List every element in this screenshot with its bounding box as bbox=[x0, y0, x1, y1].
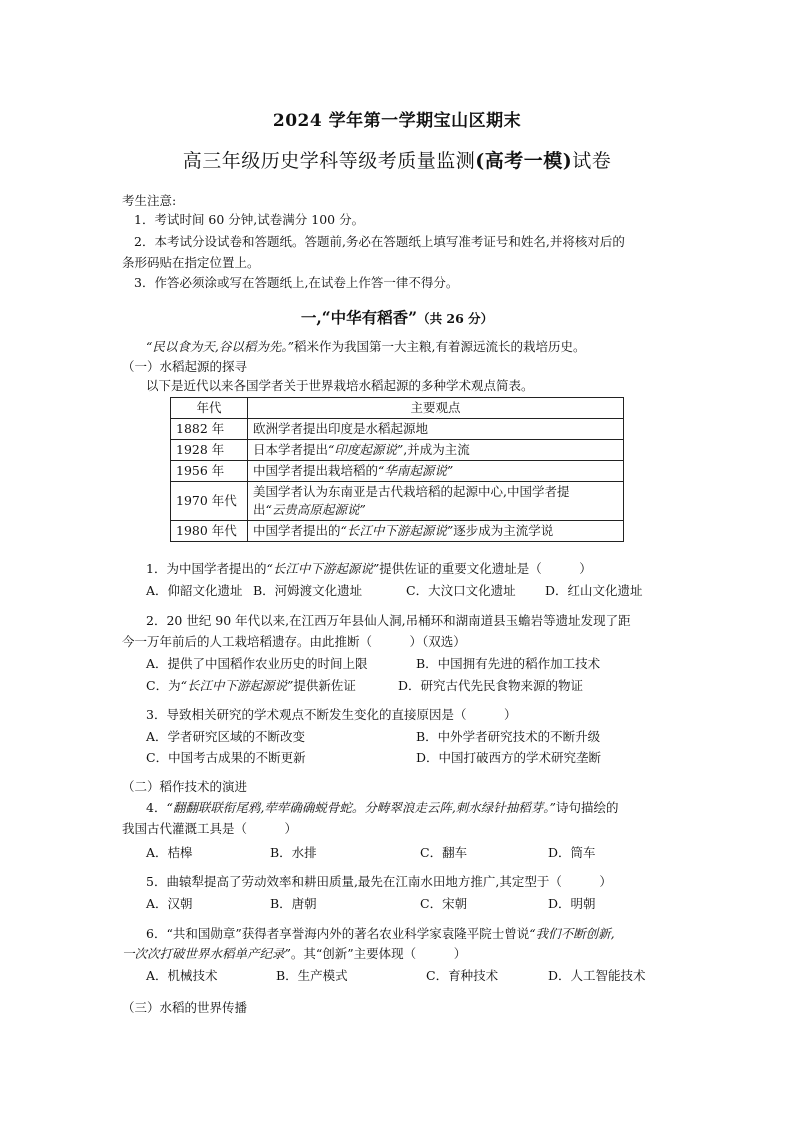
q4-option-d[interactable]: D．筒车 bbox=[548, 845, 596, 860]
viewpoints-table bbox=[170, 397, 624, 542]
q2-option-d[interactable]: D．研究古代先民食物来源的物证 bbox=[398, 678, 584, 693]
question-1-stem bbox=[146, 560, 592, 578]
view-text: 日本学者提出 bbox=[253, 442, 329, 457]
question-3-stem: 3．导致相关研究的学术观点不断发生变化的直接原因是（ ） bbox=[146, 707, 517, 722]
table-cell-era: 1980 年代 bbox=[171, 521, 248, 542]
stem-quote: “长江中下游起源说” bbox=[266, 561, 380, 576]
view-text: 逐步成为主流学说 bbox=[453, 523, 554, 538]
stem-text: 诗句描绘的 bbox=[555, 800, 619, 815]
option-text: C．为 bbox=[146, 678, 181, 693]
stem-quote: 一次次打破世界水稻单产纪录” bbox=[122, 946, 291, 961]
q2-option-c[interactable] bbox=[146, 676, 356, 694]
part-heading: （一）水稻起源的探寻 bbox=[122, 359, 248, 374]
q5-option-a[interactable]: A．汉朝 bbox=[146, 896, 193, 911]
table-row bbox=[171, 521, 624, 542]
stem-text: 提供佐证的重要文化遗址是（ ） bbox=[379, 561, 592, 576]
table-cell-view bbox=[248, 419, 624, 440]
notice-item: 1．考试时间 60 分钟,试卷满分 100 分。 bbox=[134, 212, 365, 227]
question-4-stem bbox=[146, 799, 618, 817]
view-text: 欧洲学者提出印度是水稻起源地 bbox=[253, 421, 429, 436]
title-bold: (高考一模) bbox=[475, 150, 573, 172]
table-cell-view bbox=[248, 461, 624, 482]
title-prefix: 高三年级历史学科等级考质量监测 bbox=[182, 150, 476, 172]
section-title bbox=[0, 306, 794, 328]
view-text: 中国学者提出的 bbox=[253, 523, 341, 538]
q5-option-b[interactable]: B．唐朝 bbox=[270, 896, 317, 911]
q3-option-a[interactable]: A．学者研究区域的不断改变 bbox=[146, 729, 306, 744]
question-6-stem-cont bbox=[122, 945, 466, 963]
q3-option-d[interactable]: D．中国打破西方的学术研究垄断 bbox=[416, 750, 602, 765]
q2-option-a[interactable]: A．提供了中国稻作农业历史的时间上限 bbox=[146, 656, 368, 671]
table-cell-era: 1970 年代 bbox=[171, 482, 248, 521]
view-text: ,并成为主流 bbox=[403, 442, 470, 457]
exam-title-line1: 2024 学年第一学期宝山区期末 bbox=[272, 111, 522, 131]
q4-option-c[interactable]: C．翻车 bbox=[420, 845, 468, 860]
question-2-stem: 2．20 世纪 90 年代以来,在江西万年县仙人洞,吊桶环和湖南道县玉蟾岩等遗址发现了距 bbox=[146, 613, 631, 628]
table-header: 主要观点 bbox=[248, 398, 624, 419]
table-row bbox=[171, 461, 624, 482]
option-text: 提供新佐证 bbox=[293, 678, 356, 693]
view-quote: “印度起源说” bbox=[328, 442, 404, 457]
question-2-stem-cont: 今一万年前后的人工栽培稻遗存。由此推断（ ）（双选） bbox=[122, 634, 466, 649]
table-header: 年代 bbox=[171, 398, 248, 419]
q3-option-c[interactable]: C．中国考古成果的不断更新 bbox=[146, 750, 306, 765]
stem-text: 6．“共和国勋章”获得者享誉海内外的著名农业科学家袁隆平院士曾说 bbox=[146, 926, 530, 941]
title-suffix: 试卷 bbox=[572, 150, 612, 172]
stem-quote: “翻翻联联衔尾鸦,荦荦确确蜕骨蛇。分畴翠浪走云阵,刺水绿针抽稻芽。” bbox=[166, 800, 556, 815]
stem-quote: “我们不断创新, bbox=[529, 926, 615, 941]
notice-heading: 考生注意: bbox=[122, 193, 177, 208]
notice-item: 2．本考试分设试卷和答题纸。答题前,务必在答题纸上填写准考证号和姓名,并将核对后的 bbox=[134, 234, 625, 249]
table-cell-view bbox=[248, 521, 624, 542]
stem-text: 1．为中国学者提出的 bbox=[146, 561, 267, 576]
q6-option-a[interactable]: A．机械技术 bbox=[146, 968, 218, 983]
view-quote: “云贵高原起源说” bbox=[265, 502, 366, 517]
part-heading: （二）稻作技术的演进 bbox=[122, 779, 248, 794]
q5-option-d[interactable]: D．明朝 bbox=[548, 896, 596, 911]
notice-item: 3．作答必须涂或写在答题纸上,在试卷上作答一律不得分。 bbox=[134, 275, 459, 290]
question-5-stem: 5．曲辕犁提高了劳动效率和耕田质量,最先在江南水田地方推广,其定型于（ ） bbox=[146, 874, 612, 889]
q4-option-b[interactable]: B．水排 bbox=[270, 845, 317, 860]
stem-text: 。其“创新”主要体现（ ） bbox=[290, 946, 467, 961]
option-quote: “长江中下游起源说” bbox=[180, 678, 294, 693]
stem-text: 4． bbox=[146, 800, 167, 815]
q5-option-c[interactable]: C．宋朝 bbox=[420, 896, 468, 911]
table-row bbox=[171, 440, 624, 461]
view-text: 出 bbox=[253, 502, 266, 517]
table-row bbox=[171, 419, 624, 440]
notice-item: 条形码贴在指定位置上。 bbox=[122, 255, 260, 270]
table-cell-era: 1928 年 bbox=[171, 440, 248, 461]
view-quote: “华南起源说” bbox=[378, 463, 454, 478]
question-6-stem bbox=[146, 925, 615, 943]
q1-option-c[interactable]: C．大汶口文化遗址 bbox=[406, 583, 516, 598]
q2-option-b[interactable]: B．中国拥有先进的稻作加工技术 bbox=[416, 656, 601, 671]
question-4-stem-cont: 我国古代灌溉工具是（ ） bbox=[122, 821, 298, 836]
part-heading: （三）水稻的世界传播 bbox=[122, 1000, 248, 1015]
q1-option-d[interactable]: D．红山文化遗址 bbox=[545, 583, 643, 598]
view-quote: “长江中下游起源说” bbox=[340, 523, 454, 538]
section-title-text: 一,“中华有稻香” bbox=[300, 308, 418, 327]
view-text: 美国学者认为东南亚是古代栽培稻的起源中心,中国学者提 bbox=[253, 484, 570, 499]
table-header-row bbox=[171, 398, 624, 419]
view-text: 中国学者提出栽培稻的 bbox=[253, 463, 379, 478]
q6-option-b[interactable]: B．生产模式 bbox=[276, 968, 348, 983]
table-lead: 以下是近代以来各国学者关于世界栽培水稻起源的多种学术观点简表。 bbox=[146, 378, 534, 393]
section-intro bbox=[146, 338, 586, 356]
q6-option-c[interactable]: C．育种技术 bbox=[426, 968, 499, 983]
table-cell-era: 1882 年 bbox=[171, 419, 248, 440]
intro-text: 稻米作为我国第一大主粮,有着源远流长的栽培历史。 bbox=[294, 339, 586, 354]
q3-option-b[interactable]: B．中外学者研究技术的不断升级 bbox=[416, 729, 601, 744]
q1-option-b[interactable]: B．河姆渡文化遗址 bbox=[253, 583, 363, 598]
intro-quote: “民以食为天,谷以稻为先。” bbox=[146, 339, 295, 354]
q6-option-d[interactable]: D．人工智能技术 bbox=[548, 968, 646, 983]
q1-option-a[interactable]: A．仰韶文化遗址 bbox=[146, 583, 243, 598]
table-cell-era: 1956 年 bbox=[171, 461, 248, 482]
q4-option-a[interactable]: A．桔槔 bbox=[146, 845, 193, 860]
exam-title-line2 bbox=[0, 146, 794, 173]
table-cell-view bbox=[248, 440, 624, 461]
section-points: （共 26 分） bbox=[417, 311, 494, 326]
table-row bbox=[171, 482, 624, 521]
table-cell-view bbox=[248, 482, 624, 521]
